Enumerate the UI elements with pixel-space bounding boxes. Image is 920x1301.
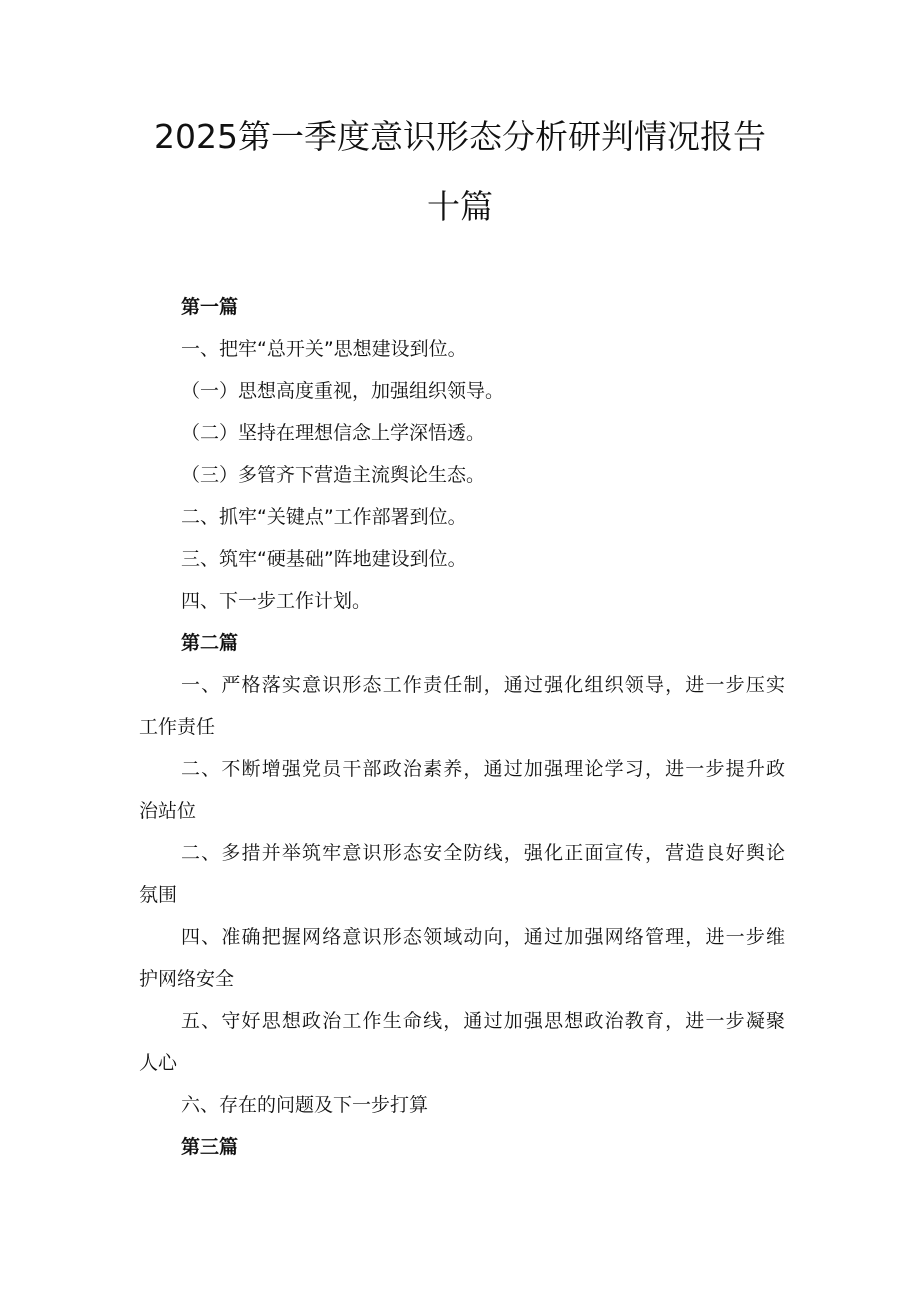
section-1-item: （三）多管齐下营造主流舆论生态。	[181, 464, 486, 486]
section-heading-3: 第三篇	[181, 1136, 239, 1158]
section-2-paragraph-continuation: 人心	[139, 1052, 178, 1074]
section-2-paragraph-line: 二、多措并举筑牢意识形态安全防线，强化正面宣传，营造良好舆论	[181, 842, 785, 864]
section-2-paragraph-continuation: 工作责任	[139, 716, 216, 738]
document-title-line-1: 2025第一季度意识形态分析研判情况报告	[154, 117, 766, 156]
section-1-item: 二、抓牢“关键点”工作部署到位。	[181, 506, 467, 528]
section-2-paragraph-continuation: 治站位	[139, 800, 197, 822]
section-2-paragraph-line: 六、存在的问题及下一步打算	[181, 1094, 429, 1116]
section-2-paragraph-line: 四、准确把握网络意识形态领域动向，通过加强网络管理，进一步维	[181, 926, 785, 948]
section-heading-2: 第二篇	[181, 632, 239, 654]
section-2-paragraph-continuation: 氛围	[139, 884, 178, 906]
section-1-item: （一）思想高度重视，加强组织领导。	[181, 380, 505, 402]
document-title-line-2: 十篇	[427, 187, 493, 226]
section-2-paragraph-line: 二、不断增强党员干部政治素养，通过加强理论学习，进一步提升政	[181, 758, 785, 780]
section-1-item: （二）坚持在理想信念上学深悟透。	[181, 422, 486, 444]
section-heading-1: 第一篇	[181, 296, 239, 318]
section-2-paragraph-line: 一、严格落实意识形态工作责任制，通过强化组织领导，进一步压实	[181, 674, 785, 696]
section-2-paragraph-continuation: 护网络安全	[139, 968, 235, 990]
section-1-item: 四、下一步工作计划。	[181, 590, 372, 612]
section-1-item: 一、把牢“总开关”思想建设到位。	[181, 338, 467, 360]
section-2-paragraph-line: 五、守好思想政治工作生命线，通过加强思想政治教育，进一步凝聚	[181, 1010, 785, 1032]
section-1-item: 三、筑牢“硬基础”阵地建设到位。	[181, 548, 467, 570]
